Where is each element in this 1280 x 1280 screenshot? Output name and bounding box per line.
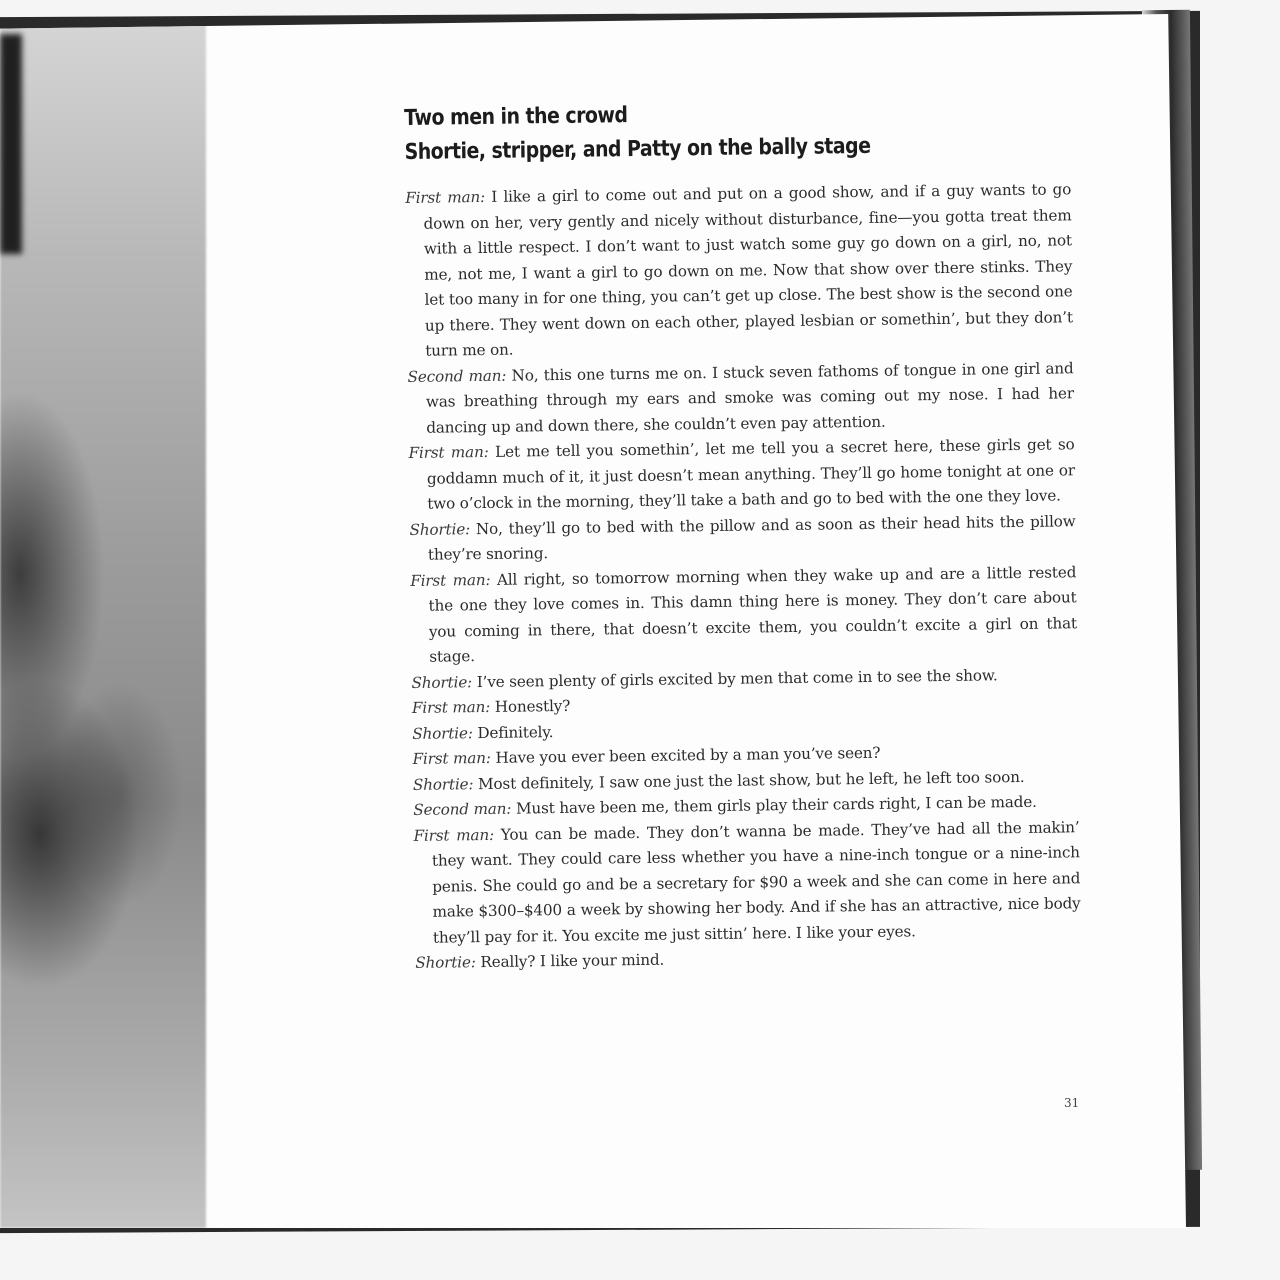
dialogue-list [405, 177, 1081, 976]
dialogue-line [407, 356, 1074, 441]
speaker-label: First man: [411, 697, 491, 717]
speaker-label: First man: [413, 825, 495, 845]
speech-text: No, they’ll go to bed with the pillow and as soon as their head hits the pillow they’re snoring. [427, 511, 1076, 564]
speaker-label: First man: [412, 748, 491, 768]
speech-text: You can be made. They don’t wanna be made. They’ve had all the makin’ they want. They could care less whether you have a nine-inch tongue or a nine-inch penis. She could go and be a secretary for $90 a week and she can come in here and make $300–$400 a week by showing her body. And if she has an attractive, nice body they’ll pay for it. You excite me just sittin’ here. I like your eyes. [431, 817, 1081, 947]
photo-dark-area [0, 34, 22, 254]
speaker-label: First man: [410, 570, 491, 590]
speech-text: All right, so tomorrow morning when they wake up and are a little rested the one they love comes in. This damn thing here is money. They don’t care about you coming in there, that doesn’t excite them, you couldn’t excite a girl on that stage. [428, 562, 1077, 666]
dialogue-line [405, 177, 1073, 364]
speech-text: Let me tell you somethin’, let me tell you a secret here, these girls get so goddamn much of it, it just doesn’t mean anything. They’ll go home tonight at one or two o’clock in the morning, they’ll take a bath and go to bed with the one they love. [426, 435, 1075, 513]
page-text-block [404, 93, 1081, 976]
speech-text: I like a girl to come out and put on a good show, and if a guy wants to go down on her, very gently and nicely without disturbance, fine—you gotta treat them with a little respect. I don’t want to just watch some guy go down on a girl, no, not me, not me, I want a girl to go down on me. Now that show over there stinks. They let too many in for one thing, you can’t get up close. The best show is the second one up there. They went down on each other, played lesbian or somethin’, but they don’t turn me on. [423, 180, 1073, 360]
page-number: 31 [1064, 1096, 1080, 1110]
heading-group [404, 93, 1071, 170]
speaker-label: Shortie: [412, 723, 473, 743]
speaker-label: Shortie: [415, 953, 476, 972]
speaker-label: Shortie: [409, 519, 471, 539]
speaker-label: Shortie: [412, 774, 474, 794]
speech-text: Must have been me, them girls play their cards right, I can be made. [515, 792, 1037, 818]
speaker-label: Shortie: [411, 672, 473, 692]
speech-text: No, this one turns me on. I stuck seven fathoms of tongue in one girl and was breathing through my ears and smoke was coming out my nose. I had her dancing up and down there, she couldn’t even pay attention. [425, 358, 1074, 437]
dialogue-line [410, 560, 1077, 671]
dialogue-line [408, 432, 1075, 517]
speaker-label: First man: [405, 187, 486, 207]
speech-text: Have you ever been excited by a man you’ve seen? [495, 743, 881, 767]
speech-text: Most definitely, I saw one just the last show, but he left, he left too soon. [477, 767, 1025, 793]
speech-text: Honestly? [494, 696, 571, 716]
speech-text: Definitely. [477, 722, 554, 742]
speaker-label: Second man: [413, 799, 512, 819]
speech-text: Really? I like your mind. [480, 950, 665, 972]
speech-text: I’ve seen plenty of girls excited by men that come in to see the show. [476, 665, 998, 691]
speaker-label: Second man: [407, 366, 507, 386]
blurred-photograph [0, 14, 206, 1228]
heading-line-2: Shortie, stripper, and Patty on the bally stage [404, 133, 871, 165]
speaker-label: First man: [408, 442, 489, 462]
heading-line-1: Two men in the crowd [404, 103, 628, 131]
dialogue-line [409, 509, 1076, 569]
dialogue-line [413, 815, 1081, 951]
